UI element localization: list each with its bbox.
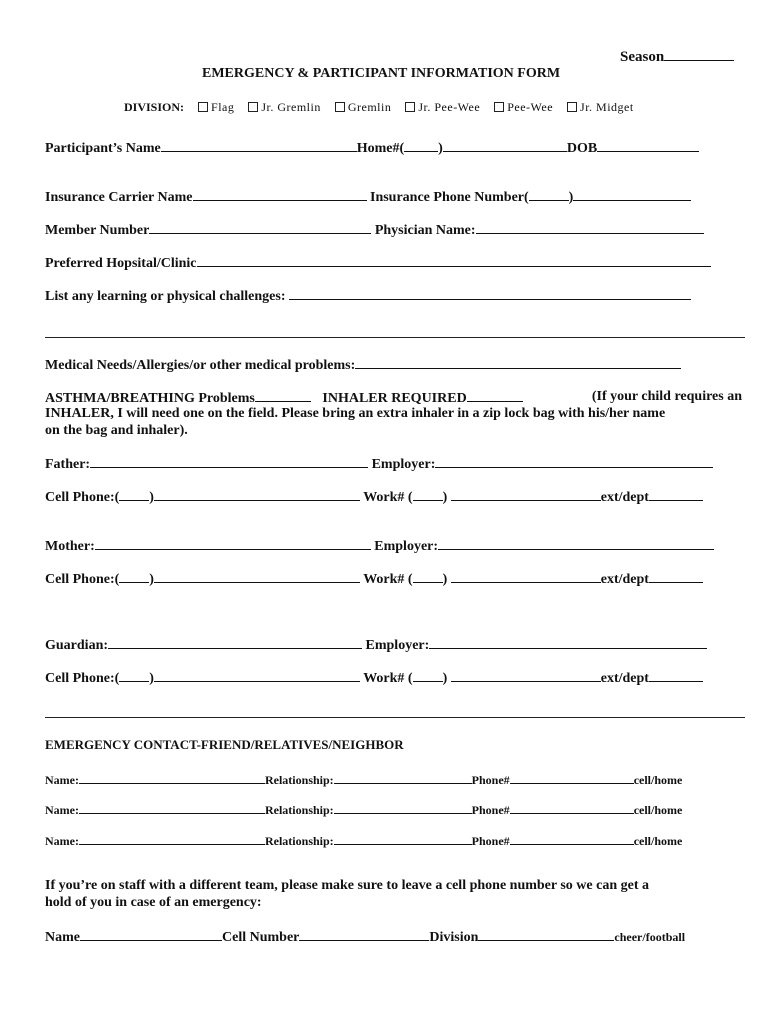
insurance-phone-label: Insurance Phone Number( — [370, 190, 529, 205]
staff-cell-line[interactable] — [299, 928, 429, 941]
inhaler-line[interactable] — [467, 389, 523, 402]
home-phone-line[interactable] — [443, 139, 567, 152]
mother-ext-line[interactable] — [649, 570, 703, 583]
emergency-name-label: Name: — [45, 773, 79, 787]
staff-name-line[interactable] — [80, 928, 222, 941]
form-title: EMERGENCY & PARTICIPANT INFORMATION FORM — [202, 66, 561, 81]
staff-division-line[interactable] — [478, 928, 614, 941]
season-label: Season — [620, 49, 665, 65]
mother-cell-paren-close: ) — [149, 572, 154, 587]
staff-name-label: Name — [45, 930, 80, 945]
home-phone-label: Home#( — [356, 141, 405, 156]
mother-work-label: Work# ( — [363, 572, 413, 587]
emergency-relationship-label: Relationship: — [264, 803, 334, 817]
father-row — [45, 455, 713, 473]
father-cell-line[interactable] — [154, 488, 360, 501]
father-line[interactable] — [90, 455, 368, 468]
division-option-jr-midget: Jr. Midget — [580, 100, 634, 114]
emergency-cell-home-label: cell/home — [633, 834, 683, 848]
mother-line[interactable] — [95, 537, 371, 550]
participant-name-row — [45, 139, 699, 157]
father-label: Father: — [45, 457, 91, 472]
father-cell-paren-close: ) — [149, 490, 154, 505]
staff-row — [45, 928, 685, 946]
staff-note-2: hold of you in case of an emergency: — [45, 895, 262, 910]
father-work-label: Work# ( — [363, 490, 413, 505]
physician-line[interactable] — [476, 221, 704, 234]
season-input-line[interactable] — [664, 48, 734, 61]
emergency-relationship-line[interactable] — [334, 801, 472, 814]
emergency-phone-label: Phone# — [471, 834, 510, 848]
challenges-line[interactable] — [289, 287, 691, 300]
guardian-work-label: Work# ( — [363, 671, 413, 686]
emergency-phone-line[interactable] — [510, 832, 634, 845]
division-checkbox-pee-wee[interactable] — [494, 102, 504, 112]
mother-work-area-line[interactable] — [413, 570, 443, 583]
emergency-heading: EMERGENCY CONTACT-FRIEND/RELATIVES/NEIGHBOR — [45, 737, 404, 752]
division-checkbox-gremlin[interactable] — [335, 102, 345, 112]
guardian-cell-label: Cell Phone:( — [45, 671, 120, 686]
emergency-phone-label: Phone# — [471, 773, 510, 787]
inhaler-note-2: INHALER, I will need one on the field. Please bring an extra inhaler in a zip lock bag with his/her name — [45, 406, 666, 421]
mother-phone-row — [45, 570, 703, 588]
inhaler-label: INHALER REQUIRED — [322, 391, 467, 406]
father-phone-row — [45, 488, 703, 506]
division-label: DIVISION: — [124, 100, 185, 114]
emergency-relationship-line[interactable] — [334, 832, 472, 845]
participant-name-label: Participant’s Name — [45, 141, 161, 156]
division-checkbox-flag[interactable] — [198, 102, 208, 112]
emergency-phone-label: Phone# — [471, 803, 510, 817]
emergency-cell-home-label: cell/home — [633, 803, 683, 817]
division-option-flag: Flag — [211, 100, 235, 114]
inhaler-note-3: on the bag and inhaler). — [45, 423, 188, 438]
father-work-paren-close: ) — [442, 490, 448, 505]
section-divider-2 — [45, 717, 745, 718]
division-option-gremlin: Gremlin — [347, 100, 392, 114]
division-option-jr-pee-wee: Jr. Pee-Wee — [418, 100, 481, 114]
challenges-row — [45, 287, 691, 305]
emergency-phone-line[interactable] — [510, 771, 634, 784]
season-field — [620, 48, 734, 66]
emergency-name-line[interactable] — [79, 771, 265, 784]
mother-employer-label: Employer: — [374, 539, 439, 554]
insurance-paren-close: ) — [568, 190, 574, 205]
emergency-name-label: Name: — [45, 834, 79, 848]
father-employer-label: Employer: — [371, 457, 436, 472]
insurance-phone-line[interactable] — [573, 188, 691, 201]
guardian-cell-line[interactable] — [154, 669, 360, 682]
guardian-work-line[interactable] — [451, 669, 601, 682]
hospital-label: Preferred Hopsital/Clinic — [45, 256, 197, 271]
member-number-line[interactable] — [149, 221, 371, 234]
medical-needs-row — [45, 356, 681, 374]
mother-ext-label: ext/dept — [600, 572, 649, 587]
physician-label: Physician Name: — [374, 223, 476, 238]
guardian-cell-paren-close: ) — [149, 671, 154, 686]
guardian-work-paren-close: ) — [442, 671, 448, 686]
father-ext-label: ext/dept — [600, 490, 649, 505]
member-number-label: Member Number — [45, 223, 150, 238]
emergency-contact-row-3 — [45, 832, 682, 849]
mother-cell-label: Cell Phone:( — [45, 572, 120, 587]
mother-cell-area-line[interactable] — [119, 570, 149, 583]
hospital-line[interactable] — [197, 254, 711, 267]
division-option-jr-gremlin: Jr. Gremlin — [261, 100, 321, 114]
hospital-row — [45, 254, 711, 272]
section-divider-1 — [45, 337, 745, 338]
insurance-row — [45, 188, 691, 206]
dob-label: DOB — [566, 141, 598, 156]
challenges-label: List any learning or physical challenges: — [45, 289, 286, 304]
mother-label: Mother: — [45, 539, 95, 554]
staff-note-1: If you’re on staff with a different team, please make sure to leave a cell phone number so we can get a — [45, 878, 650, 893]
guardian-label: Guardian: — [45, 638, 109, 653]
father-employer-line[interactable] — [435, 455, 713, 468]
division-checkbox-jr-pee-wee[interactable] — [405, 102, 415, 112]
guardian-row — [45, 636, 707, 654]
insurance-area-code-line[interactable] — [529, 188, 569, 201]
emergency-contact-row-2 — [45, 801, 682, 818]
guardian-ext-label: ext/dept — [600, 671, 649, 686]
guardian-phone-row — [45, 669, 703, 687]
father-cell-area-line[interactable] — [119, 488, 149, 501]
medical-needs-label: Medical Needs/Allergies/or other medical problems: — [45, 358, 356, 373]
emergency-name-line[interactable] — [79, 832, 265, 845]
asthma-label: ASTHMA/BREATHING Problems — [45, 391, 255, 406]
mother-work-paren-close: ) — [442, 572, 448, 587]
home-paren-close: ) — [438, 141, 443, 156]
father-cell-label: Cell Phone:( — [45, 490, 120, 505]
guardian-ext-line[interactable] — [649, 669, 703, 682]
member-row — [45, 221, 704, 239]
insurance-carrier-label: Insurance Carrier Name — [45, 190, 193, 205]
emergency-relationship-label: Relationship: — [264, 773, 334, 787]
division-option-pee-wee: Pee-Wee — [507, 100, 554, 114]
mother-row — [45, 537, 714, 555]
mother-cell-line[interactable] — [154, 570, 360, 583]
inhaler-note-1: (If your child requires an — [591, 389, 742, 404]
asthma-line[interactable] — [255, 389, 311, 402]
emergency-name-line[interactable] — [79, 801, 265, 814]
emergency-cell-home-label: cell/home — [633, 773, 683, 787]
emergency-contact-row-1 — [45, 771, 682, 788]
guardian-employer-line[interactable] — [429, 636, 707, 649]
insurance-carrier-line[interactable] — [193, 188, 367, 201]
division-checkbox-jr-gremlin[interactable] — [248, 102, 258, 112]
emergency-name-label: Name: — [45, 803, 79, 817]
division-checkbox-jr-midget[interactable] — [567, 102, 577, 112]
emergency-relationship-line[interactable] — [334, 771, 472, 784]
mother-work-line[interactable] — [451, 570, 601, 583]
guardian-cell-area-line[interactable] — [119, 669, 149, 682]
staff-cell-label: Cell Number — [222, 930, 300, 945]
asthma-row — [45, 389, 742, 407]
home-area-code-line[interactable] — [404, 139, 438, 152]
mother-employer-line[interactable] — [438, 537, 714, 550]
father-work-line[interactable] — [451, 488, 601, 501]
participant-name-line[interactable] — [161, 139, 357, 152]
guardian-work-area-line[interactable] — [413, 669, 443, 682]
emergency-relationship-label: Relationship: — [264, 834, 334, 848]
dob-line[interactable] — [597, 139, 699, 152]
division-row — [124, 98, 634, 116]
father-ext-line[interactable] — [649, 488, 703, 501]
guardian-line[interactable] — [108, 636, 362, 649]
emergency-phone-line[interactable] — [510, 801, 634, 814]
staff-cheer-football-label: cheer/football — [614, 930, 686, 944]
medical-needs-line[interactable] — [355, 356, 681, 369]
father-work-area-line[interactable] — [413, 488, 443, 501]
guardian-employer-label: Employer: — [365, 638, 430, 653]
staff-division-label: Division — [429, 930, 479, 945]
